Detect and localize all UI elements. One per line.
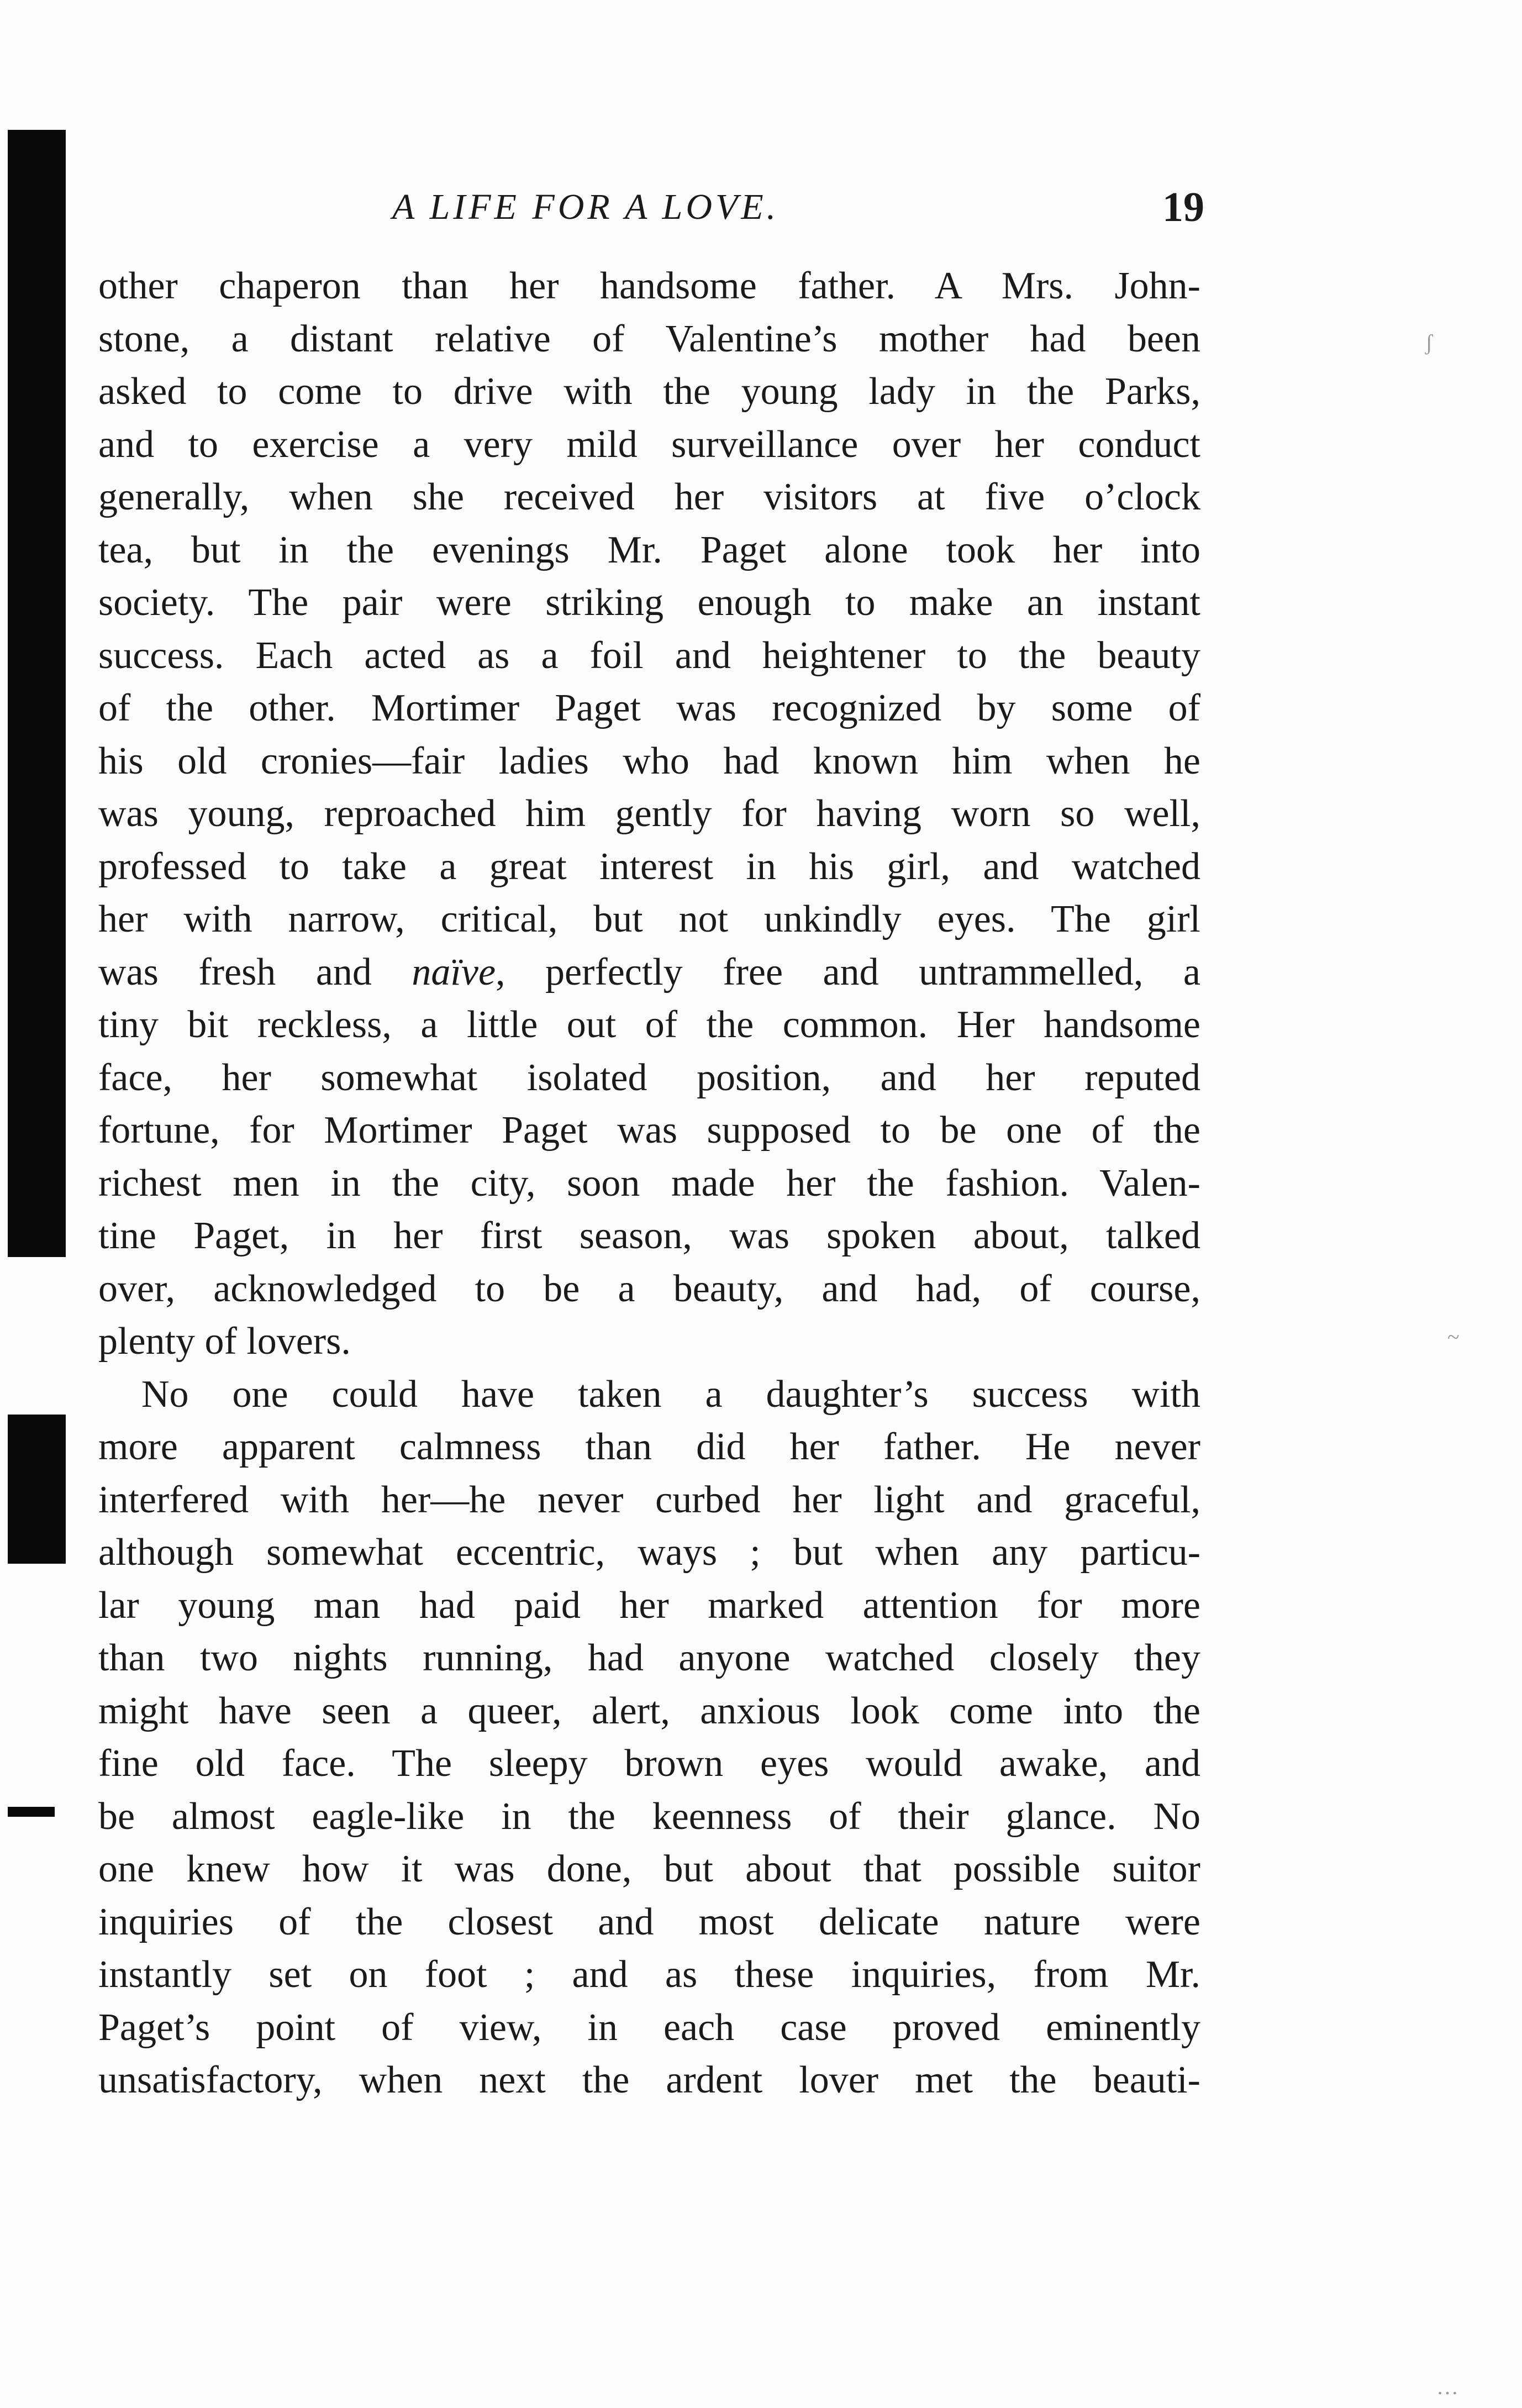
text-line: and to exercise a very mild surveillance over her conduct	[98, 423, 1200, 466]
scan-speck: ~	[1447, 1324, 1460, 1349]
text-line: was young, reproached him gently for having worn so well,	[98, 792, 1200, 835]
text-line-with-italic	[98, 946, 1200, 999]
text-line: stone, a distant relative of Valentine’s mother had been	[98, 317, 1200, 360]
text-line: plenty of lovers.	[98, 1320, 351, 1363]
running-title: A LIFE FOR A LOVE.	[392, 187, 780, 227]
scan-edge-shadow-top	[8, 130, 66, 1257]
text-segment: , perfectly free and untrammelled, a	[496, 950, 1200, 993]
text-line: generally, when she received her visitors at five o’clock	[98, 476, 1200, 518]
text-line: be almost eagle-like in the keenness of their glance. No	[98, 1795, 1200, 1838]
text-line: although somewhat eccentric, ways ; but when any particu-	[98, 1531, 1200, 1574]
scan-edge-shadow-middle	[8, 1415, 66, 1564]
text-line: unsatisfactory, when next the ardent lover met the beauti-	[98, 2059, 1200, 2101]
italic-word: naïve	[412, 950, 496, 993]
text-line: inquiries of the closest and most delicate nature were	[98, 1900, 1200, 1943]
text-line: over, acknowledged to be a beauty, and had, of course,	[98, 1267, 1200, 1310]
text-line: richest men in the city, soon made her the fashion. Valen-	[98, 1161, 1200, 1205]
text-line: face, her somewhat isolated position, and her reputed	[98, 1056, 1200, 1099]
text-line: lar young man had paid her marked attention for more	[98, 1584, 1200, 1627]
text-line: No one could have taken a daughter’s success with	[141, 1373, 1200, 1416]
text-line: fortune, for Mortimer Paget was supposed to be one of the	[98, 1109, 1200, 1152]
scan-speck: ʃ	[1425, 330, 1433, 355]
text-line: society. The pair were striking enough to make an instant	[98, 581, 1200, 624]
scan-speck: …	[1436, 2374, 1458, 2399]
text-line: interfered with her—he never curbed her light and graceful,	[98, 1478, 1200, 1521]
text-line: success. Each acted as a foil and heightener to the beauty	[98, 634, 1200, 677]
text-line: more apparent calmness than did her father. He never	[98, 1426, 1200, 1468]
text-line: tine Paget, in her first season, was spoken about, talked	[98, 1214, 1200, 1257]
text-line: his old cronies—fair ladies who had known him when he	[98, 739, 1200, 782]
text-line: asked to come to drive with the young lady in the Parks,	[98, 370, 1200, 413]
text-segment: was fresh and	[98, 950, 412, 993]
text-line: professed to take a great interest in his girl, and watched	[98, 845, 1200, 888]
scan-edge-mark	[8, 1807, 55, 1817]
text-line: her with narrow, critical, but not unkindly eyes. The girl	[98, 898, 1200, 940]
text-line: instantly set on foot ; and as these inquiries, from Mr.	[98, 1953, 1200, 1996]
page-number: 19	[1162, 184, 1204, 230]
body-text	[98, 260, 1200, 2138]
text-line: other chaperon than her handsome father. A Mrs. John-	[98, 265, 1200, 307]
text-line: Paget’s point of view, in each case proved eminently	[98, 2006, 1200, 2049]
text-line: than two nights running, had anyone watched closely they	[98, 1637, 1200, 1679]
text-line: tea, but in the evenings Mr. Paget alone took her into	[98, 528, 1200, 571]
text-line: might have seen a queer, alert, anxious look come into the	[98, 1689, 1200, 1732]
text-line: fine old face. The sleepy brown eyes would awake, and	[98, 1742, 1200, 1785]
text-line: of the other. Mortimer Paget was recognized by some of	[98, 687, 1200, 729]
text-line: tiny bit reckless, a little out of the common. Her handsome	[98, 1003, 1200, 1046]
running-header	[94, 177, 1204, 238]
text-line: one knew how it was done, but about that possible suitor	[98, 1848, 1200, 1890]
